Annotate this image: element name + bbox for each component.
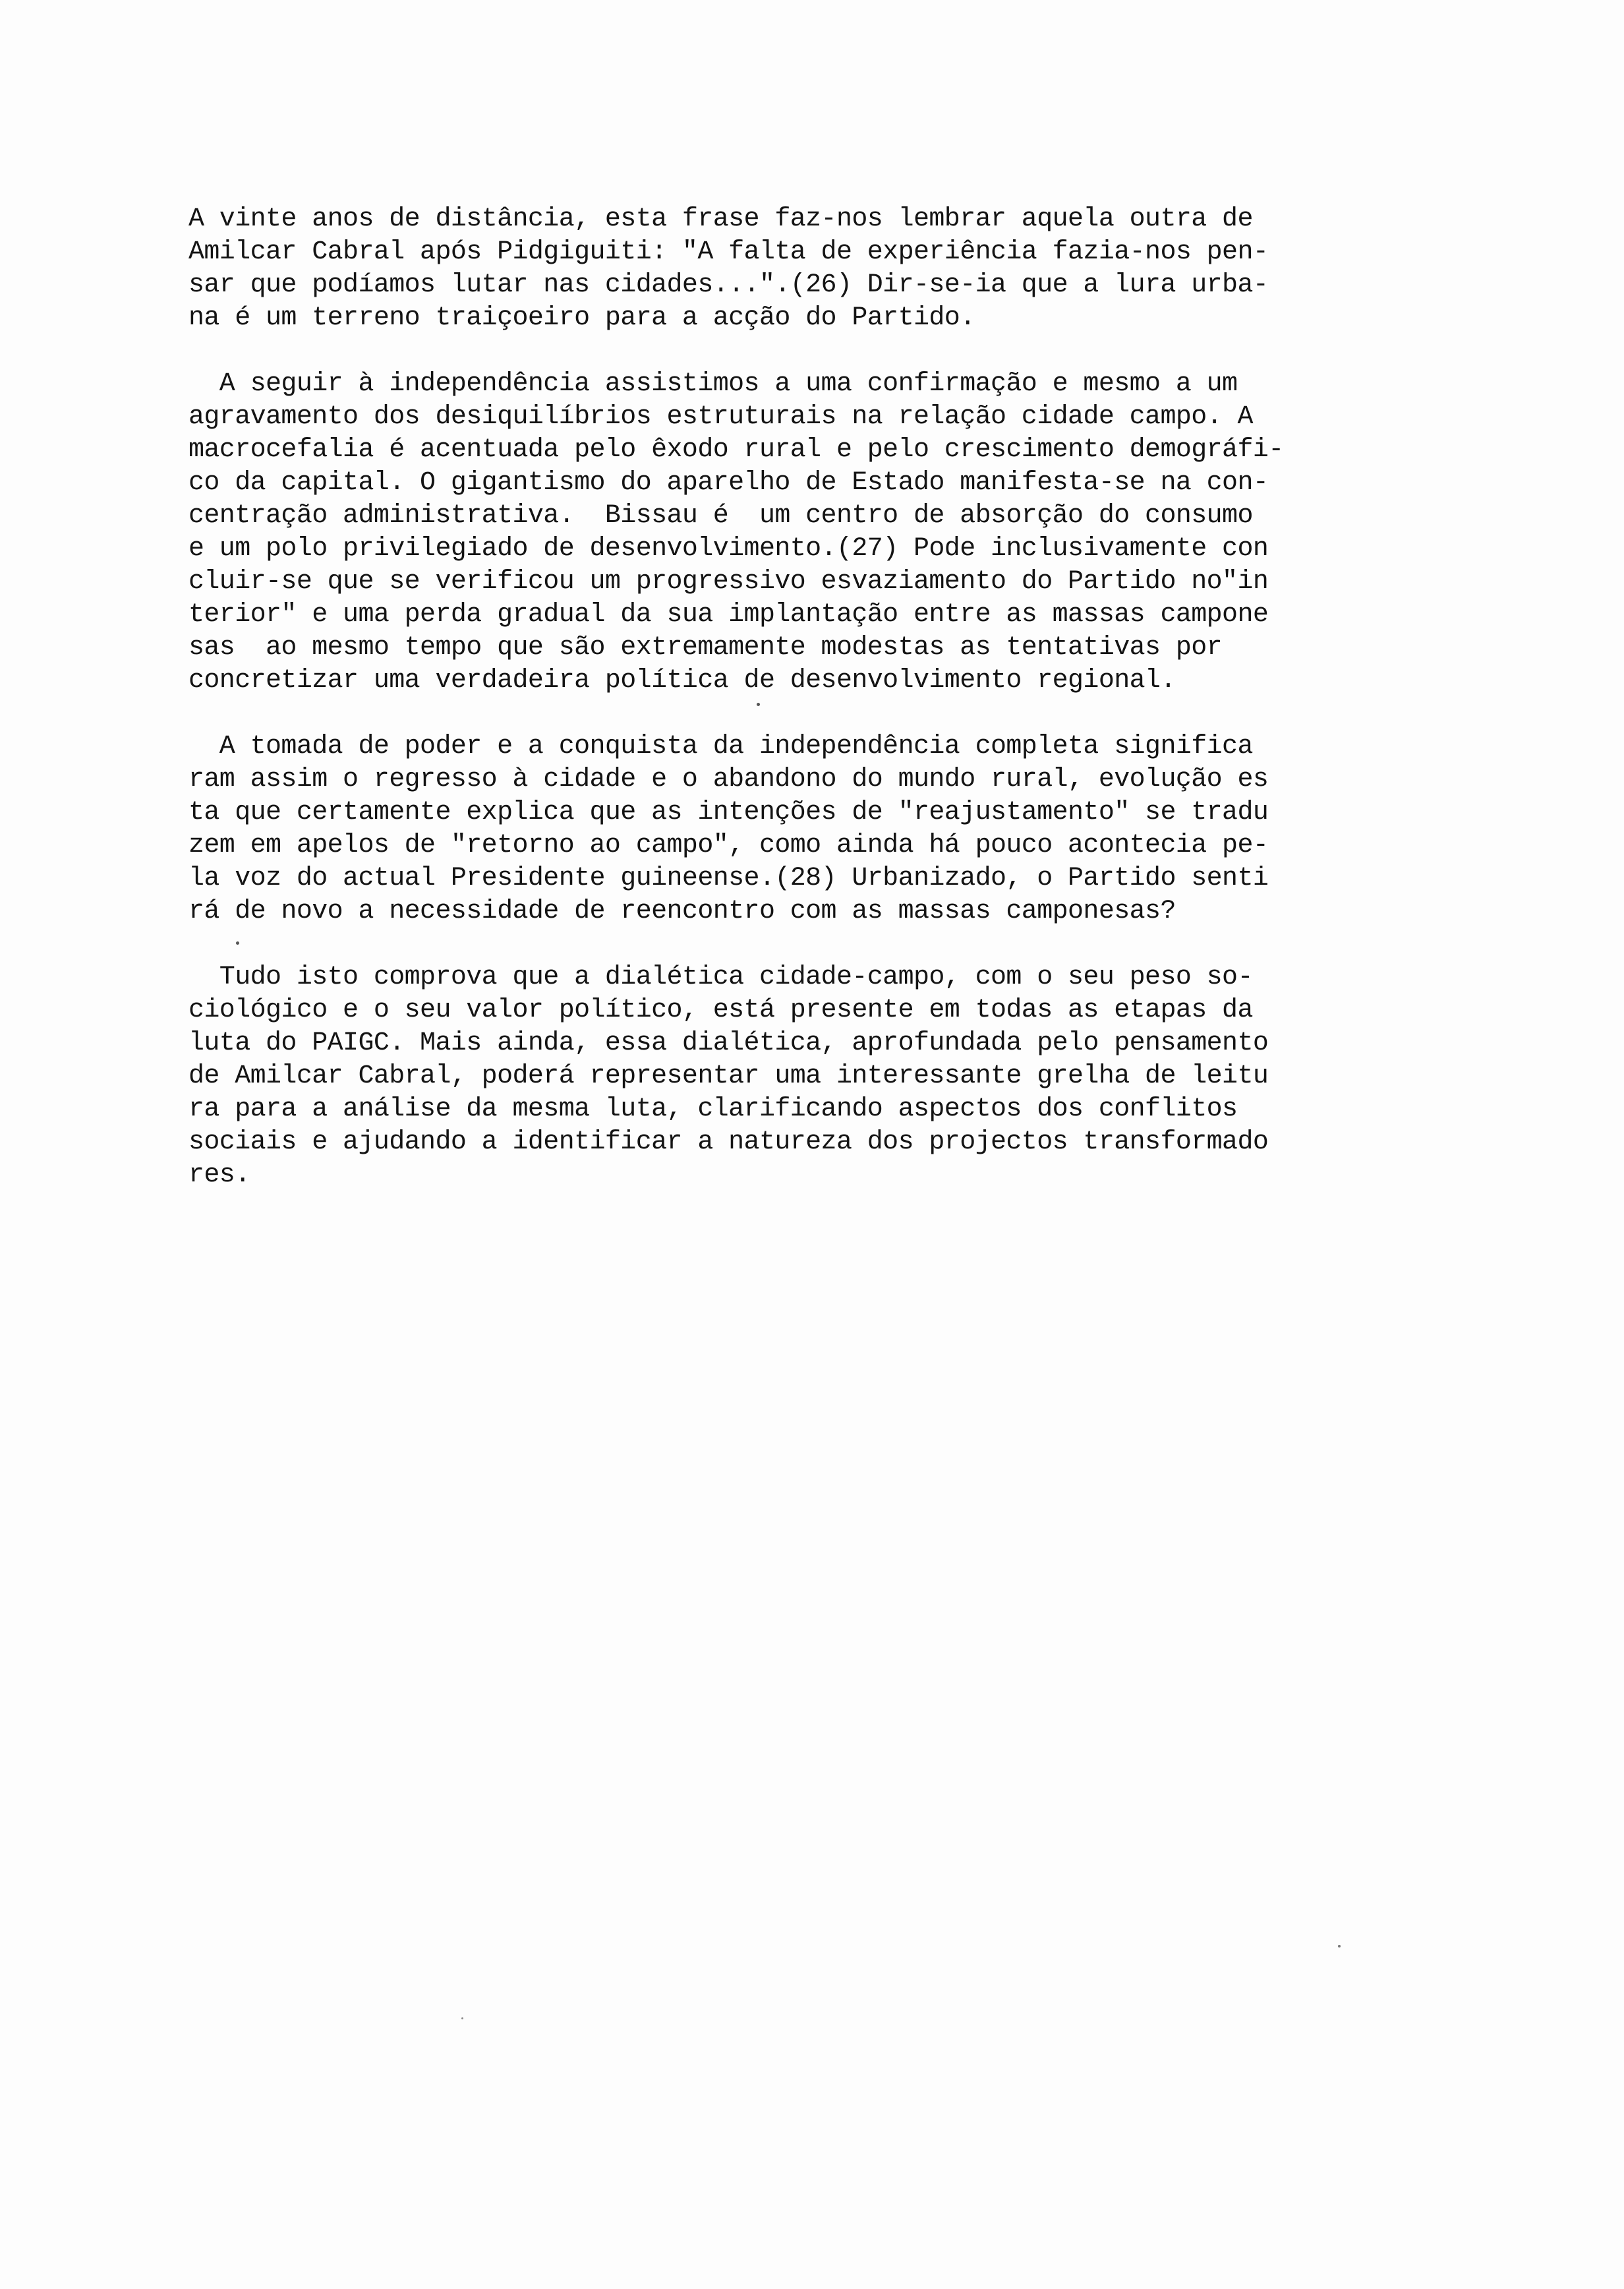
text-line: co da capital. O gigantismo do aparelho de Estado manifesta-se na con- xyxy=(188,468,1269,498)
text-line: zem em apelos de "retorno ao campo", como ainda há pouco acontecia pe- xyxy=(188,831,1269,860)
body-text xyxy=(188,203,1355,1225)
text-line: la voz do actual Presidente guineense.(28) Urbanizado, o Partido senti xyxy=(188,864,1269,893)
text-line: ta que certamente explica que as intenções de "reajustamento" se tradu xyxy=(188,798,1269,827)
paragraph xyxy=(188,961,1355,1192)
paragraph xyxy=(188,368,1355,698)
text-line: A vinte anos de distância, esta frase faz-nos lembrar aquela outra de xyxy=(188,204,1253,234)
text-line: A tomada de poder e a conquista da independência completa significa xyxy=(188,732,1253,761)
text-line: sas ao mesmo tempo que são extremamente modestas as tentativas por xyxy=(188,633,1223,663)
paragraph xyxy=(188,203,1355,335)
text-line: ram assim o regresso à cidade e o abandono do mundo rural, evolução es xyxy=(188,765,1269,794)
text-line: sociais e ajudando a identificar a natureza dos projectos transformado xyxy=(188,1127,1269,1157)
text-line: concretizar uma verdadeira política de desenvolvimento regional. xyxy=(188,666,1176,696)
text-line: de Amilcar Cabral, poderá representar uma interessante grelha de leitu xyxy=(188,1061,1269,1091)
text-line: res. xyxy=(188,1160,250,1190)
text-line: sar que podíamos lutar nas cidades...".(26) Dir-se-ia que a lura urba- xyxy=(188,270,1269,300)
paragraph xyxy=(188,730,1355,928)
text-line: centração administrativa. Bissau é um centro de absorção do consumo xyxy=(188,501,1253,531)
text-line: ra para a análise da mesma luta, clarificando aspectos dos conflitos xyxy=(188,1094,1238,1124)
scan-speck xyxy=(757,703,760,706)
text-line: rá de novo a necessidade de reencontro com as massas camponesas? xyxy=(188,897,1176,926)
scan-speck xyxy=(1338,1945,1341,1947)
text-line: na é um terreno traiçoeiro para a acção do Partido. xyxy=(188,303,975,333)
text-line: agravamento dos desiquilíbrios estruturais na relação cidade campo. A xyxy=(188,402,1253,432)
text-line: Amilcar Cabral após Pidgiguiti: "A falta de experiência fazia-nos pen- xyxy=(188,237,1269,267)
text-line: cluir-se que se verificou um progressivo esvaziamento do Partido no"in xyxy=(188,567,1269,597)
scan-speck xyxy=(461,2017,463,2019)
text-line: luta do PAIGC. Mais ainda, essa dialética, aprofundada pelo pensamento xyxy=(188,1028,1269,1058)
text-line: macrocefalia é acentuada pelo êxodo rural e pelo crescimento demográfi- xyxy=(188,435,1284,465)
text-line: Tudo isto comprova que a dialética cidade-campo, com o seu peso so- xyxy=(188,963,1253,992)
text-line: ciológico e o seu valor político, está presente em todas as etapas da xyxy=(188,996,1253,1025)
scan-speck xyxy=(236,941,239,945)
text-line: A seguir à independência assistimos a uma confirmação e mesmo a um xyxy=(188,369,1238,399)
text-line: terior" e uma perda gradual da sua implantação entre as massas campone xyxy=(188,600,1269,630)
text-line: e um polo privilegiado de desenvolvimento.(27) Pode inclusivamente con xyxy=(188,534,1269,564)
